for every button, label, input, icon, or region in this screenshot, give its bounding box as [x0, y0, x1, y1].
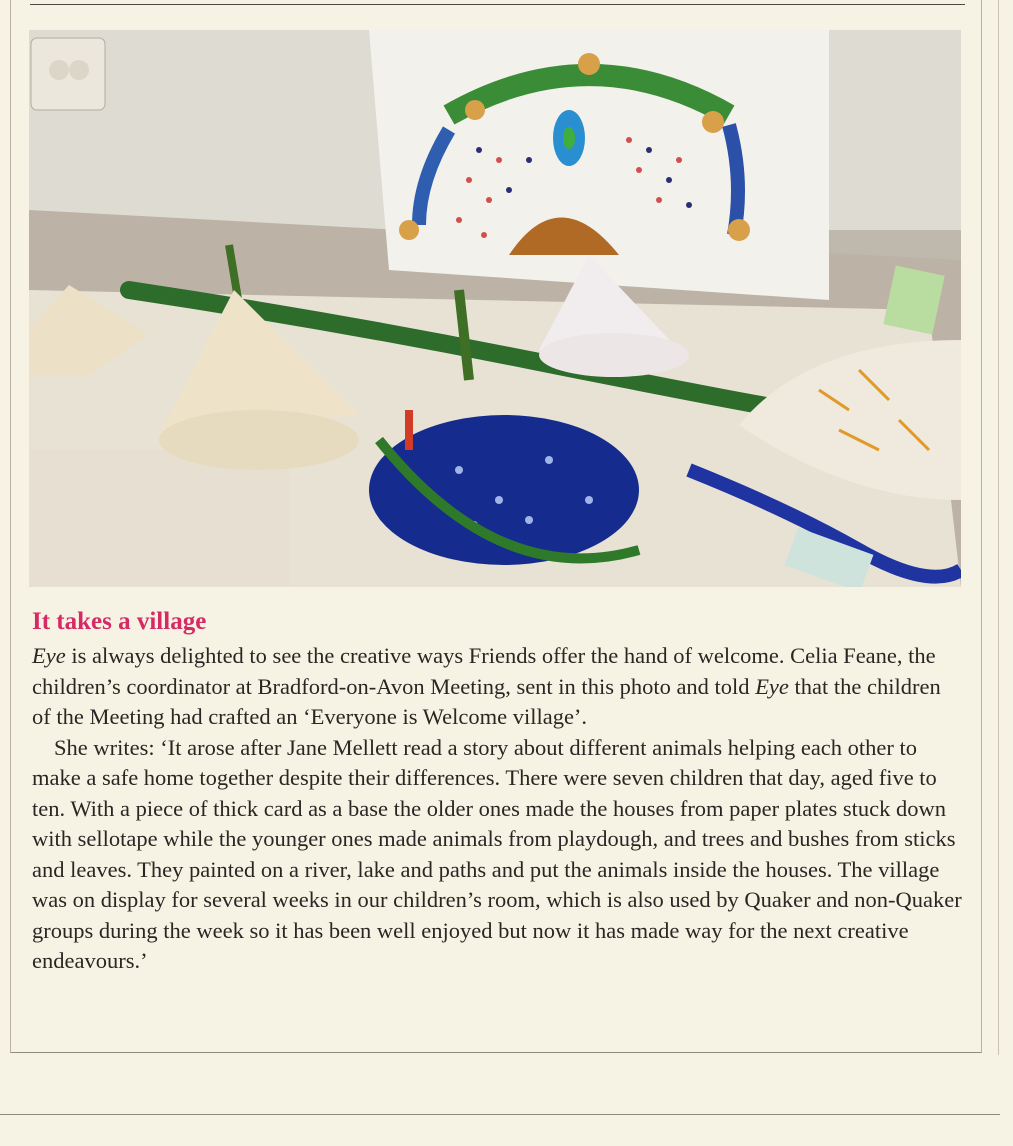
- article-headline: It takes a village: [32, 608, 207, 635]
- article-paragraph-2: She writes: ‘It arose after Jane Mellett read a story about different animals helping each other to make a safe home together despite their differences. There were seven children that day, aged five to ten. With a piece of thick card as a base the older ones made the houses from paper plates stuck down with sellotape while the younger ones made animals from playdough, and trees and bushes from sticks and leaves. They painted on a river, lake and paths and put the animals inside the houses. The village was on display for several weeks in our children’s room, which is also used by Quaker and non-Quaker groups during the week so it has been well enjoyed but now it has made way for the next creative endeavours.’: [32, 734, 962, 973]
- article-body: [32, 641, 962, 977]
- publication-name: Eye: [32, 643, 66, 668]
- publication-name-2: Eye: [755, 673, 789, 699]
- page-edge: [998, 0, 999, 1055]
- bottom-rule: [0, 1114, 1000, 1115]
- article-photo: [29, 30, 961, 587]
- paragraph-1-text-a: is always delighted to see the creative ways Friends offer the hand of welcome. Celia Feane, the children’s coordinator at Bradford-on-Avon Meeting, sent in this photo and told: [32, 643, 936, 699]
- article-paragraph-1: [32, 641, 962, 733]
- paragraph-1-text-b: that the children of the Meeting had crafted an ‘Everyone is Welcome village’.: [32, 673, 941, 729]
